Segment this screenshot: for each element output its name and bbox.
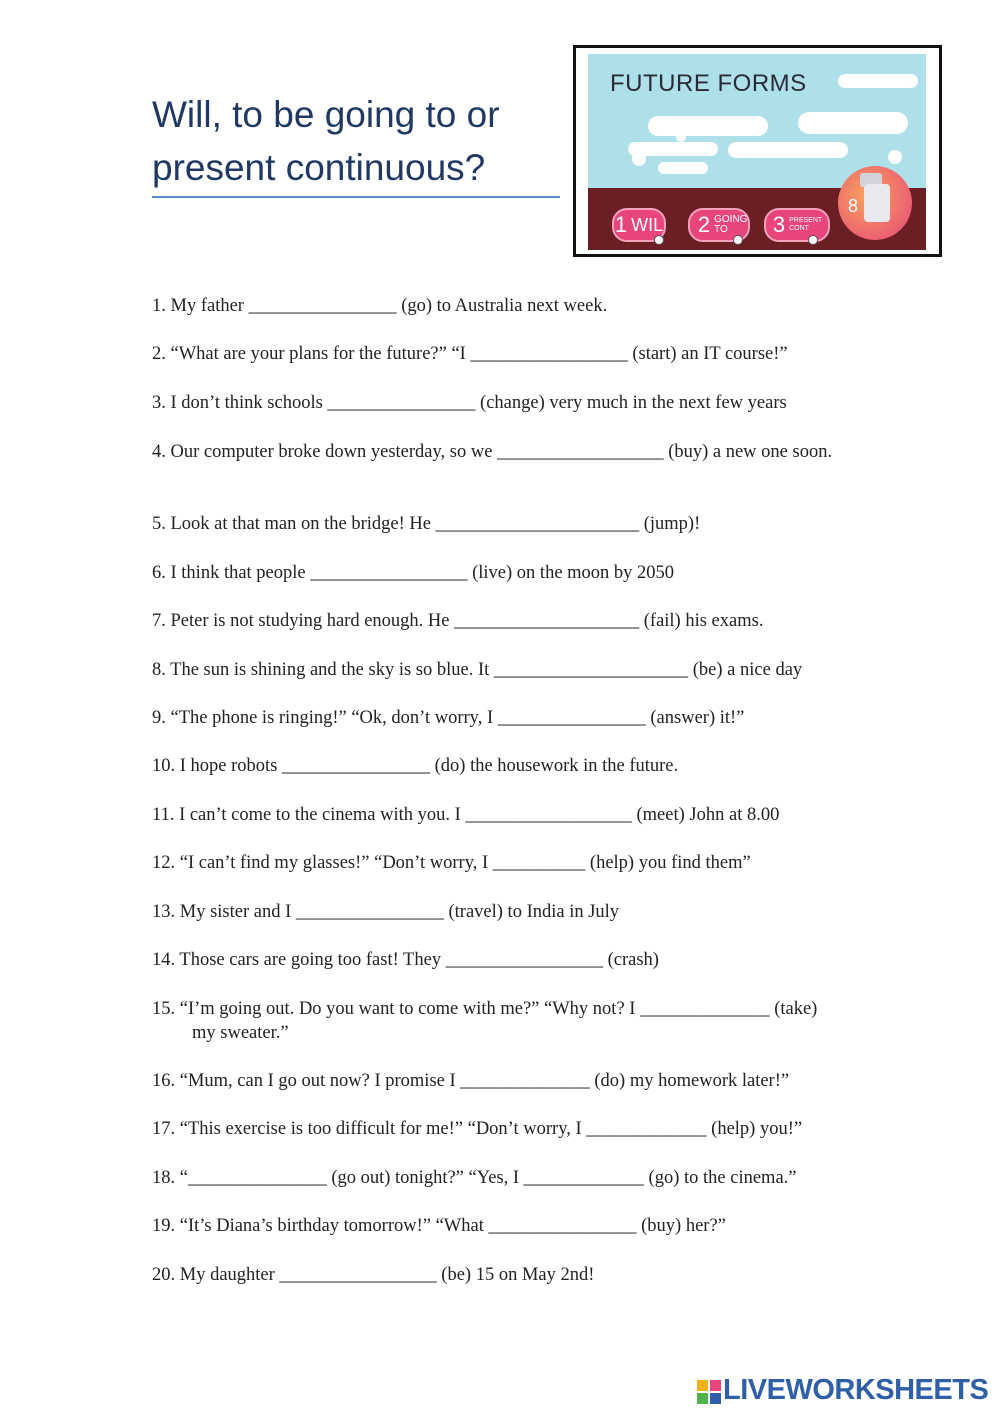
question-8: 8. The sun is shining and the sky is so blue. It _____________________ (be) a nice day [152, 660, 803, 680]
knob-icon [733, 235, 743, 245]
pill-present-cont [764, 208, 830, 242]
cloud-dot [676, 132, 686, 142]
question-6: 6. I think that people _________________ (live) on the moon by 2050 [152, 563, 675, 583]
liveworksheets-logo-text: LIVEWORKSHEETS [723, 1374, 989, 1406]
question-12: 12. “I can’t find my glasses!” “Don’t worry, I __________ (help) you find them” [152, 853, 751, 873]
question-11: 11. I can’t come to the cinema with you. I __________________ (meet) John at 8.00 [152, 805, 780, 825]
pill-number: 2 [697, 212, 711, 237]
question-3: 3. I don’t think schools ________________ (change) very much in the next few years [152, 393, 787, 413]
question-10: 10. I hope robots ________________ (do) the housework in the future. [152, 756, 679, 776]
title-underline [152, 196, 560, 198]
pill-label: PRESENT CONT [789, 217, 823, 232]
cloud-dot [632, 152, 646, 166]
question-2: 2. “What are your plans for the future?” “I _________________ (start) an IT course!” [152, 344, 788, 364]
question-15: 15. “I’m going out. Do you want to come with me?” “Why not? I ______________ (take) [152, 999, 818, 1019]
page-title [152, 88, 562, 194]
question-7: 7. Peter is not studying hard enough. He ____________________ (fail) his exams. [152, 611, 764, 631]
question-4: 4. Our computer broke down yesterday, so we __________________ (buy) a new one soon. [152, 442, 833, 462]
question-18: 18. “_______________ (go out) tonight?” “Yes, I _____________ (go) to the cinema.” [152, 1168, 797, 1188]
knob-icon [808, 235, 818, 245]
liveworksheets-logo-icon [697, 1380, 721, 1404]
badge-number: 8 [848, 196, 859, 216]
future-forms-illustration [573, 45, 942, 257]
cloud-shape [658, 162, 708, 174]
cloud-shape [648, 116, 768, 136]
question-13: 13. My sister and I ________________ (travel) to India in July [152, 902, 620, 922]
robot-body-icon [864, 184, 890, 222]
question-17: 17. “This exercise is too difficult for me!” “Don’t worry, I _____________ (help) you!” [152, 1119, 803, 1139]
title-line-1: Will, to be going to or [152, 94, 500, 135]
question-16: 16. “Mum, can I go out now? I promise I ______________ (do) my homework later!” [152, 1071, 790, 1091]
cloud-dot [888, 150, 902, 164]
question-15-continuation: my sweater.” [192, 1023, 289, 1043]
title-line-2: present continuous? [152, 147, 486, 188]
pill-label: WIL [631, 214, 664, 235]
question-5: 5. Look at that man on the bridge! He ______________________ (jump)! [152, 514, 701, 534]
knob-icon [654, 235, 664, 245]
pill-label: GOING TO [714, 214, 748, 235]
cloud-shape [798, 112, 908, 134]
cloud-shape [838, 74, 918, 88]
question-14: 14. Those cars are going too fast! They _________________ (crash) [152, 950, 659, 970]
pill-number: 3 [772, 212, 786, 237]
question-20: 20. My daughter _________________ (be) 15 on May 2nd! [152, 1265, 595, 1285]
panel-title: FUTURE FORMS [610, 70, 807, 97]
cloud-shape [728, 142, 848, 158]
pill-number: 1 [614, 212, 628, 237]
question-19: 19. “It’s Diana’s birthday tomorrow!” “What ________________ (buy) her?” [152, 1216, 726, 1236]
question-1: 1. My father ________________ (go) to Australia next week. [152, 296, 608, 316]
question-9: 9. “The phone is ringing!” “Ok, don’t worry, I ________________ (answer) it!” [152, 708, 745, 728]
